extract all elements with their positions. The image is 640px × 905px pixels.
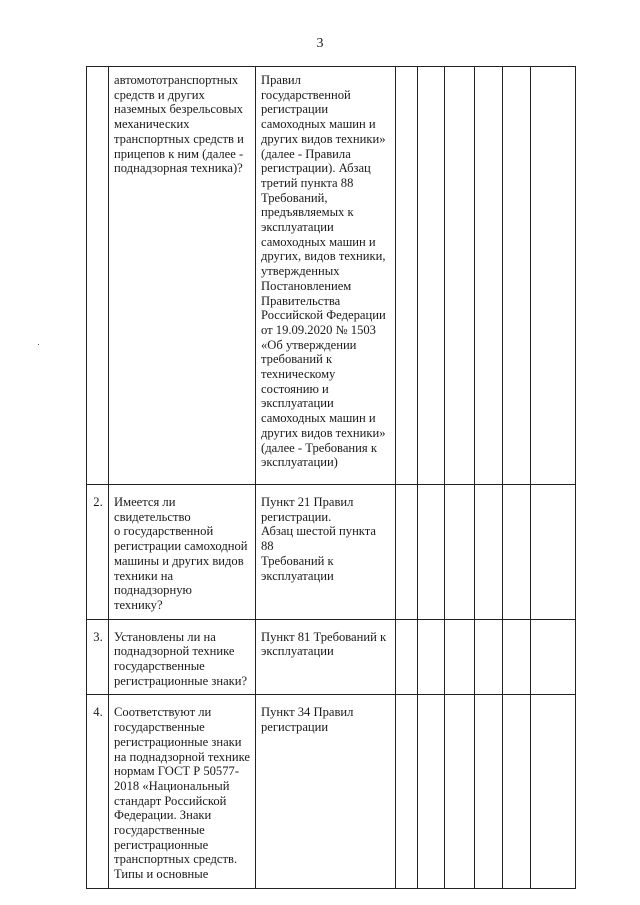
control-question: Установлены ли на поднадзорной технике государственные регистрационные знаки?: [109, 619, 256, 695]
legal-reference: Пункт 81 Требований к эксплуатации: [256, 619, 396, 695]
answer-yes-cell: [396, 67, 418, 485]
answer-na-cell: [445, 485, 475, 620]
answer-cell: [503, 485, 531, 620]
answer-cell: [475, 619, 503, 695]
answer-no-cell: [418, 485, 445, 620]
scan-speck: [38, 344, 39, 345]
answer-cell: [503, 67, 531, 485]
note-cell: [531, 485, 576, 620]
answer-na-cell: [445, 695, 475, 888]
note-cell: [531, 67, 576, 485]
answer-no-cell: [418, 67, 445, 485]
row-number: [87, 67, 109, 485]
answer-na-cell: [445, 619, 475, 695]
note-cell: [531, 695, 576, 888]
answer-cell: [475, 67, 503, 485]
answer-no-cell: [418, 619, 445, 695]
answer-yes-cell: [396, 485, 418, 620]
control-question: Имеется ли свидетельство о государственной регистрации самоходной машины и других видов техники на поднадзорную технику?: [109, 485, 256, 620]
table-row: [87, 619, 576, 695]
answer-yes-cell: [396, 695, 418, 888]
legal-reference: Пункт 21 Правил регистрации. Абзац шестой пункта 88 Требований к эксплуатации: [256, 485, 396, 620]
answer-cell: [475, 695, 503, 888]
table-row: [87, 67, 576, 485]
control-question: Соответствуют ли государственные регистрационные знаки на поднадзорной технике нормам ГОСТ Р 50577- 2018 «Национальный стандарт Российской Федерации. Знаки государственные регистрационные транспортных средств. Типы и основные: [109, 695, 256, 888]
note-cell: [531, 619, 576, 695]
table-row: [87, 695, 576, 888]
answer-na-cell: [445, 67, 475, 485]
checklist-table: [86, 66, 576, 889]
row-number: 3.: [87, 619, 109, 695]
table-row: [87, 485, 576, 620]
control-question: автомототранспортных средств и других наземных безрельсовых механических транспортных средств и прицепов к ним (далее - поднадзорная техника)?: [109, 67, 256, 485]
row-number: 4.: [87, 695, 109, 888]
answer-no-cell: [418, 695, 445, 888]
answer-yes-cell: [396, 619, 418, 695]
answer-cell: [503, 619, 531, 695]
answer-cell: [503, 695, 531, 888]
page-number: 3: [316, 36, 324, 51]
row-number: 2.: [87, 485, 109, 620]
legal-reference: Правил государственной регистрации самоходных машин и других видов техники» (далее - Правила регистрации). Абзац третий пункта 88 Требований, предъявляемых к эксплуатации самоходных машин и других, видов техники, утвержденных Постановлением Правительства Российской Федерации от 19.09.2020 № 1503 «Об утверждении требований к техническому состоянию и эксплуатации самоходных машин и других видов техники» (далее - Требования к эксплуатации): [256, 67, 396, 485]
answer-cell: [475, 485, 503, 620]
legal-reference: Пункт 34 Правил регистрации: [256, 695, 396, 888]
